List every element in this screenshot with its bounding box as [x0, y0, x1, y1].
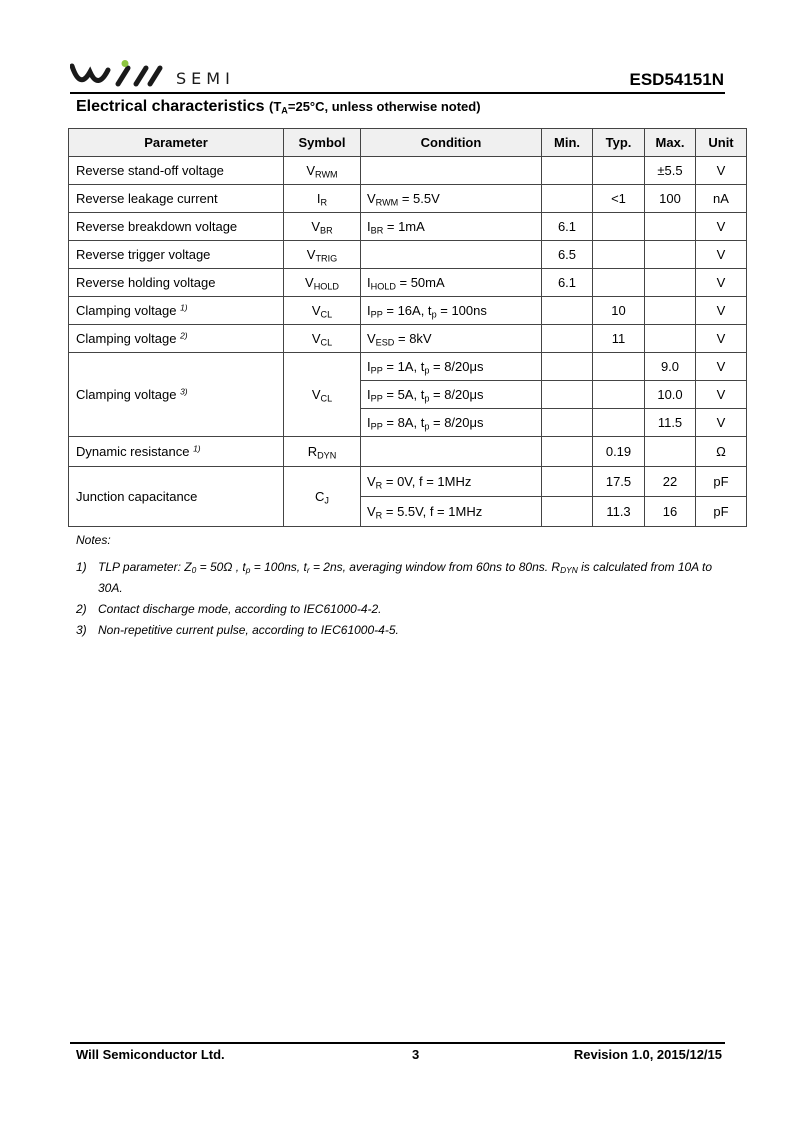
typ-cell [593, 409, 645, 437]
unit-cell: V [696, 297, 747, 325]
param-cell: Clamping voltage $^{2)}$ [69, 325, 284, 353]
condition-cell: $V_R = 5.5V$, f = 1MHz [361, 497, 542, 527]
min-cell [542, 409, 593, 437]
param-cell: Reverse holding voltage [69, 269, 284, 297]
param-cell: Clamping voltage $^{1)}$ [69, 297, 284, 325]
footer-revision: Revision 1.0, 2015/12/15 [573, 1047, 722, 1062]
max-cell: 22 [645, 467, 696, 497]
min-cell [542, 297, 593, 325]
typ-cell [593, 269, 645, 297]
condition-cell: $V_{ESD} = 8kV$ [361, 325, 542, 353]
symbol-cell: $V_{CL}$ [284, 325, 361, 353]
symbol-cell: $V_{HOLD}$ [284, 269, 361, 297]
max-cell: ±5.5 [645, 157, 696, 185]
param-cell: Reverse stand-off voltage [69, 157, 284, 185]
page-header [70, 58, 724, 94]
symbol-cell: $R_{DYN}$ [284, 437, 361, 467]
typ-cell: 11 [593, 325, 645, 353]
unit-cell: V [696, 213, 747, 241]
max-cell [645, 241, 696, 269]
notes-section [76, 530, 728, 641]
table-row [69, 297, 747, 325]
max-cell: 9.0 [645, 353, 696, 381]
table-row [69, 353, 747, 381]
max-cell: 11.5 [645, 409, 696, 437]
col-header-min: Min. [542, 129, 593, 157]
param-cell: Reverse trigger voltage [69, 241, 284, 269]
symbol-cell: $C_J$ [284, 467, 361, 527]
typ-cell [593, 353, 645, 381]
section-title-text: Electrical characteristics [76, 98, 265, 115]
unit-cell: V [696, 325, 747, 353]
notes-title: Notes: [76, 533, 111, 547]
note-1: 1) TLP parameter: $Z_0 = 50\Omega$ , $t_p = 100ns$, $t_r = 2ns$, averaging window from 60ns to 80ns. $R_{DYN}$ is calculated from 10A to 30A. [76, 560, 713, 595]
table-row [69, 437, 747, 467]
param-cell: Reverse breakdown voltage [69, 213, 284, 241]
logo-text: SEMI [176, 69, 235, 88]
typ-cell [593, 157, 645, 185]
unit-cell: nA [696, 185, 747, 213]
max-cell: 10.0 [645, 381, 696, 409]
unit-cell: V [696, 409, 747, 437]
col-header-symbol: Symbol [284, 129, 361, 157]
symbol-cell: $V_{BR}$ [284, 213, 361, 241]
unit-cell: Ω [696, 437, 747, 467]
condition-cell: $I_{PP} = 5A$, $t_p = 8/20\mu s$ [361, 381, 542, 409]
min-cell [542, 467, 593, 497]
unit-cell: V [696, 353, 747, 381]
max-cell: 16 [645, 497, 696, 527]
typ-cell: 17.5 [593, 467, 645, 497]
table-header-row [69, 129, 747, 157]
min-cell [542, 353, 593, 381]
condition-cell: $I_{BR} = 1mA$ [361, 213, 542, 241]
note-3: 3) Non-repetitive current pulse, according to IEC61000-4-5. [76, 623, 399, 637]
section-condition: ($T_A=25^\circ C$, unless otherwise noted) [269, 99, 481, 116]
table-row [69, 467, 747, 497]
condition-cell [361, 157, 542, 185]
condition-cell [361, 437, 542, 467]
param-cell: Dynamic resistance $^{1)}$ [69, 437, 284, 467]
unit-cell: V [696, 157, 747, 185]
max-cell [645, 213, 696, 241]
symbol-cell: $V_{CL}$ [284, 297, 361, 325]
table-row [69, 185, 747, 213]
col-header-max: Max. [645, 129, 696, 157]
section-title [76, 98, 481, 116]
condition-cell: $I_{PP} = 8A$, $t_p = 8/20\mu s$ [361, 409, 542, 437]
header-divider [70, 92, 725, 94]
table-row [69, 269, 747, 297]
param-cell: Junction capacitance [69, 467, 284, 527]
col-header-unit: Unit [696, 129, 747, 157]
unit-cell: pF [696, 497, 747, 527]
table-row [69, 157, 747, 185]
footer-divider [70, 1042, 725, 1044]
min-cell [542, 325, 593, 353]
typ-cell: 11.3 [593, 497, 645, 527]
min-cell [542, 157, 593, 185]
condition-cell: $I_{HOLD} = 50mA$ [361, 269, 542, 297]
document-id: ESD54151N [629, 70, 724, 89]
unit-cell: pF [696, 467, 747, 497]
electrical-characteristics-table [68, 128, 747, 527]
unit-cell: V [696, 269, 747, 297]
typ-cell: <1 [593, 185, 645, 213]
min-cell [542, 497, 593, 527]
max-cell [645, 325, 696, 353]
min-cell [542, 437, 593, 467]
table-row [69, 241, 747, 269]
col-header-typ: Typ. [593, 129, 645, 157]
symbol-cell: $V_{CL}$ [284, 353, 361, 437]
max-cell [645, 269, 696, 297]
min-cell: 6.5 [542, 241, 593, 269]
note-2: 2) Contact discharge mode, according to IEC61000-4-2. [76, 602, 382, 616]
table-row [69, 325, 747, 353]
param-cell: Reverse leakage current [69, 185, 284, 213]
condition-cell: $I_{PP} = 16A$, $t_p = 100ns$ [361, 297, 542, 325]
min-cell: 6.1 [542, 269, 593, 297]
typ-cell: 10 [593, 297, 645, 325]
min-cell [542, 185, 593, 213]
logo-mark-icon [70, 60, 174, 88]
col-header-parameter: Parameter [69, 129, 284, 157]
typ-cell [593, 213, 645, 241]
min-cell [542, 381, 593, 409]
typ-cell [593, 381, 645, 409]
condition-cell: $I_{PP} = 1A$, $t_p = 8/20\mu s$ [361, 353, 542, 381]
symbol-cell: $V_{RWM}$ [284, 157, 361, 185]
company-logo [70, 58, 260, 90]
page-number: 3 [412, 1047, 420, 1062]
symbol-cell: $I_R$ [284, 185, 361, 213]
max-cell [645, 437, 696, 467]
condition-cell: $V_R = 0V$, f = 1MHz [361, 467, 542, 497]
min-cell: 6.1 [542, 213, 593, 241]
symbol-cell: $V_{TRIG}$ [284, 241, 361, 269]
condition-cell: $V_{RWM} = 5.5V$ [361, 185, 542, 213]
condition-cell [361, 241, 542, 269]
param-cell: Clamping voltage $^{3)}$ [69, 353, 284, 437]
col-header-condition: Condition [361, 129, 542, 157]
max-cell [645, 297, 696, 325]
typ-cell: 0.19 [593, 437, 645, 467]
typ-cell [593, 241, 645, 269]
unit-cell: V [696, 241, 747, 269]
max-cell: 100 [645, 185, 696, 213]
table-row [69, 213, 747, 241]
unit-cell: V [696, 381, 747, 409]
footer-company: Will Semiconductor Ltd. [76, 1047, 225, 1062]
